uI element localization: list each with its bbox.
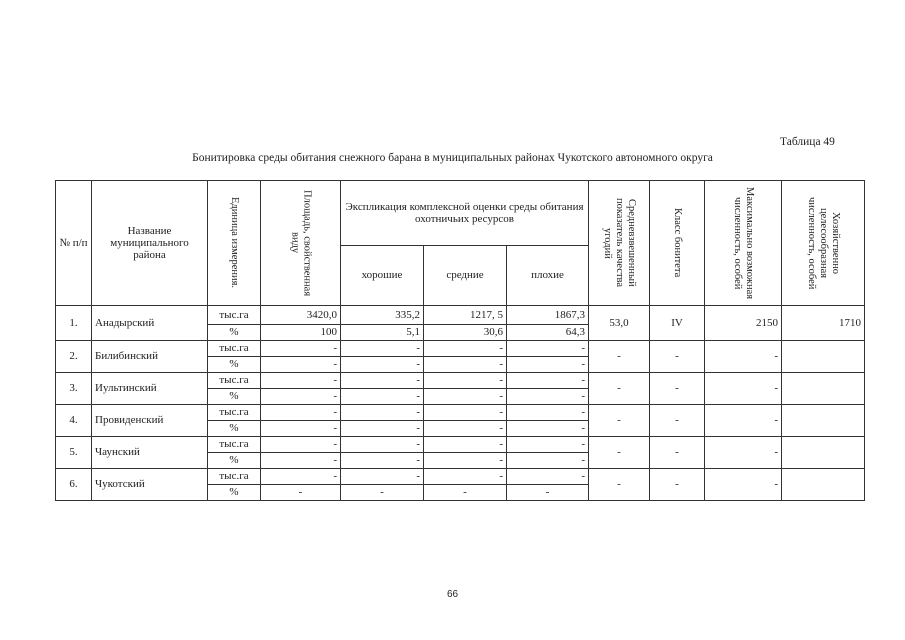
value-percent: - xyxy=(507,421,589,437)
district-name: Анадырский xyxy=(92,306,208,341)
table-row xyxy=(56,437,865,453)
value-ha: - xyxy=(424,405,507,421)
avg-quality: - xyxy=(589,341,650,373)
value-percent: - xyxy=(424,357,507,373)
value-ha: - xyxy=(424,373,507,389)
unit-percent: % xyxy=(208,357,261,373)
header-unit xyxy=(208,181,261,306)
value-percent: 100 xyxy=(261,325,341,341)
table-title: Бонитировка среды обитания снежного барана в муниципальных районах Чукотского автономного округа xyxy=(192,152,713,164)
unit-percent: % xyxy=(208,389,261,405)
optimal-number xyxy=(782,373,865,405)
unit-percent: % xyxy=(208,485,261,501)
value-ha: - xyxy=(341,341,424,357)
value-percent: - xyxy=(507,357,589,373)
value-ha: - xyxy=(424,469,507,485)
unit-ha: тыс.га xyxy=(208,405,261,421)
bonitet-table xyxy=(55,180,865,501)
table-row xyxy=(56,373,865,389)
row-number: 5. xyxy=(56,437,92,469)
district-name: Иультинский xyxy=(92,373,208,405)
header-medium: средние xyxy=(424,246,507,306)
header-area xyxy=(261,181,341,306)
bonitet-class: - xyxy=(650,341,705,373)
value-percent: - xyxy=(341,453,424,469)
bonitet-class: - xyxy=(650,373,705,405)
row-number: 4. xyxy=(56,405,92,437)
optimal-number xyxy=(782,437,865,469)
value-ha: 335,2 xyxy=(341,306,424,325)
header-bad: плохие xyxy=(507,246,589,306)
value-ha: - xyxy=(261,469,341,485)
max-number: 2150 xyxy=(705,306,782,341)
bonitet-class: IV xyxy=(650,306,705,341)
district-name: Провиденский xyxy=(92,405,208,437)
value-percent: - xyxy=(507,453,589,469)
unit-ha: тыс.га xyxy=(208,437,261,453)
district-name: Билибинский xyxy=(92,341,208,373)
value-ha: - xyxy=(341,437,424,453)
value-percent: - xyxy=(507,485,589,501)
header-area-text: Площадь, свойственная виду xyxy=(289,189,313,297)
header-unit-text: Единица измерения. xyxy=(229,197,241,289)
header-optimal xyxy=(782,181,865,306)
value-ha: - xyxy=(261,373,341,389)
optimal-number xyxy=(782,405,865,437)
header-name: Название муниципального района xyxy=(92,181,208,306)
value-ha: 3420,0 xyxy=(261,306,341,325)
header-num: № п/п xyxy=(56,181,92,306)
district-name: Чукотский xyxy=(92,469,208,501)
header-max xyxy=(705,181,782,306)
value-percent: - xyxy=(424,453,507,469)
value-percent: 30,6 xyxy=(424,325,507,341)
value-percent: - xyxy=(261,421,341,437)
value-ha: - xyxy=(341,373,424,389)
unit-percent: % xyxy=(208,421,261,437)
value-ha: - xyxy=(424,341,507,357)
header-avg-text: Средневзвешенный показатель качества угодий xyxy=(601,198,638,288)
max-number: - xyxy=(705,405,782,437)
table-row xyxy=(56,405,865,421)
avg-quality: - xyxy=(589,469,650,501)
header-bonitet xyxy=(650,181,705,306)
value-percent: - xyxy=(261,485,341,501)
header-optimal-text: Хозяйственно целесообразная численность, особей xyxy=(805,196,842,290)
page-number: 66 xyxy=(446,589,459,600)
unit-percent: % xyxy=(208,325,261,341)
bonitet-class: - xyxy=(650,469,705,501)
value-percent: 64,3 xyxy=(507,325,589,341)
value-ha: - xyxy=(341,469,424,485)
bonitet-class: - xyxy=(650,405,705,437)
unit-ha: тыс.га xyxy=(208,306,261,325)
optimal-number: 1710 xyxy=(782,306,865,341)
table-number: Таблица 49 xyxy=(780,136,835,148)
row-number: 3. xyxy=(56,373,92,405)
table-row xyxy=(56,469,865,485)
header-avg xyxy=(589,181,650,306)
value-ha: - xyxy=(341,405,424,421)
value-percent: - xyxy=(341,421,424,437)
value-ha: - xyxy=(507,341,589,357)
optimal-number xyxy=(782,341,865,373)
max-number: - xyxy=(705,341,782,373)
value-percent: - xyxy=(507,389,589,405)
unit-ha: тыс.га xyxy=(208,341,261,357)
max-number: - xyxy=(705,437,782,469)
value-ha: - xyxy=(424,437,507,453)
value-percent: - xyxy=(261,357,341,373)
row-number: 1. xyxy=(56,306,92,341)
optimal-number xyxy=(782,469,865,501)
value-percent: - xyxy=(341,357,424,373)
value-percent: - xyxy=(261,453,341,469)
value-ha: 1867,3 xyxy=(507,306,589,325)
table-row xyxy=(56,306,865,325)
value-percent: - xyxy=(341,485,424,501)
value-ha: - xyxy=(507,373,589,389)
table-row xyxy=(56,341,865,357)
value-ha: - xyxy=(507,469,589,485)
max-number: - xyxy=(705,373,782,405)
value-ha: - xyxy=(507,437,589,453)
row-number: 6. xyxy=(56,469,92,501)
value-percent: - xyxy=(424,485,507,501)
value-ha: - xyxy=(261,437,341,453)
value-percent: 5,1 xyxy=(341,325,424,341)
row-number: 2. xyxy=(56,341,92,373)
value-ha: 1217, 5 xyxy=(424,306,507,325)
value-ha: - xyxy=(261,405,341,421)
header-max-text: Максимально возможная численность, особей xyxy=(732,186,756,300)
value-percent: - xyxy=(424,389,507,405)
max-number: - xyxy=(705,469,782,501)
header-good: хорошие xyxy=(341,246,424,306)
value-ha: - xyxy=(507,405,589,421)
value-percent: - xyxy=(341,389,424,405)
unit-ha: тыс.га xyxy=(208,373,261,389)
value-percent: - xyxy=(261,389,341,405)
avg-quality: - xyxy=(589,405,650,437)
district-name: Чаунский xyxy=(92,437,208,469)
avg-quality: - xyxy=(589,437,650,469)
avg-quality: - xyxy=(589,373,650,405)
value-percent: - xyxy=(424,421,507,437)
avg-quality: 53,0 xyxy=(589,306,650,341)
unit-ha: тыс.га xyxy=(208,469,261,485)
unit-percent: % xyxy=(208,453,261,469)
header-explication: Экспликация комплексной оценки среды обитания охотничьих ресурсов xyxy=(341,181,589,246)
header-bonitet-text: Класс бонитета xyxy=(672,208,684,278)
bonitet-class: - xyxy=(650,437,705,469)
value-ha: - xyxy=(261,341,341,357)
